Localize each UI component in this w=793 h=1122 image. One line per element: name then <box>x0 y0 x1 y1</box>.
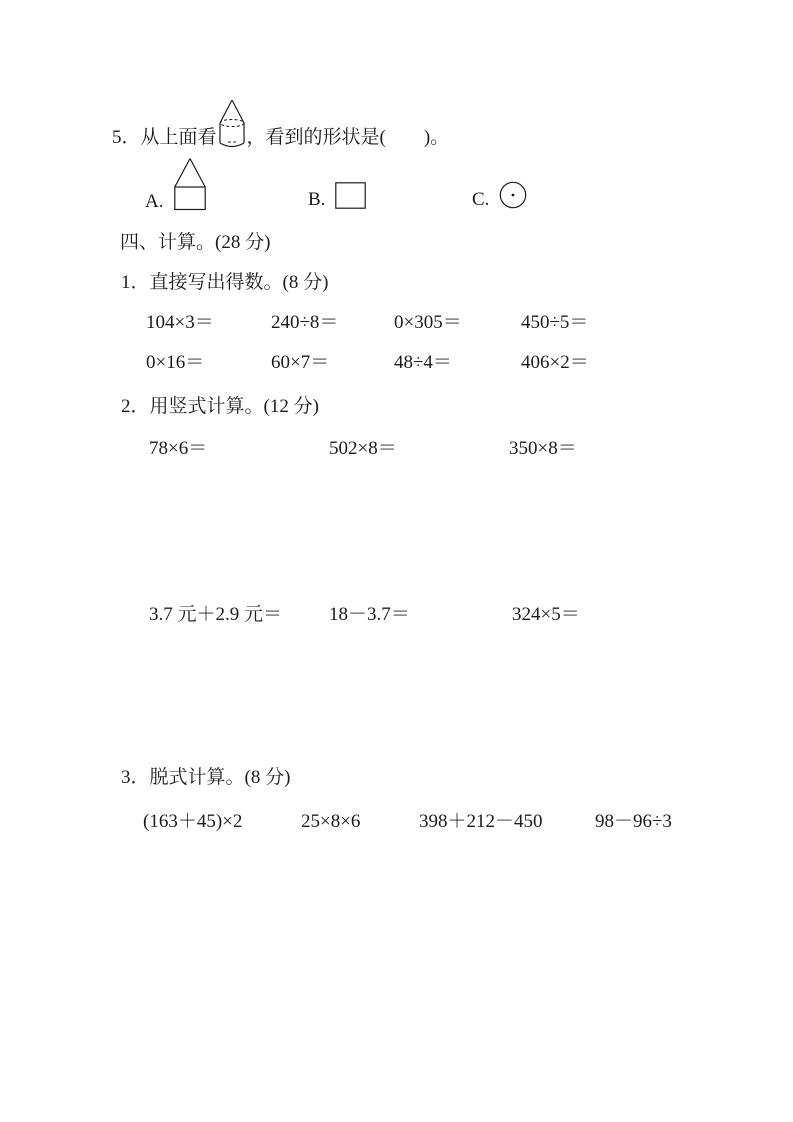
option-c-label: C. <box>472 189 490 211</box>
subquestion-2-title: 2．用竖式计算。(12 分) <box>121 396 319 417</box>
question-5-line <box>112 98 449 150</box>
equation-cell: (163＋45)×2 <box>143 811 243 832</box>
option-b <box>308 182 366 209</box>
equation-cell: 48÷4＝ <box>394 352 452 373</box>
cone-on-cylinder-icon <box>218 98 246 150</box>
option-c <box>472 181 527 209</box>
equation-cell: 350×8＝ <box>509 438 577 459</box>
equation-cell: 0×16＝ <box>146 352 205 373</box>
house-shape-icon <box>173 157 207 211</box>
equation-cell: 25×8×6 <box>301 811 361 832</box>
equation-cell: 240÷8＝ <box>271 312 339 333</box>
equation-cell: 104×3＝ <box>146 312 214 333</box>
equation-cell: 324×5＝ <box>512 604 580 625</box>
subquestion-1-title: 1．直接写出得数。(8 分) <box>121 272 329 293</box>
question-5-number: 5． <box>112 127 141 149</box>
equation-cell: 450÷5＝ <box>521 312 589 333</box>
option-a <box>145 157 207 211</box>
equation-cell: 502×8＝ <box>329 438 397 459</box>
rectangle-shape-icon <box>335 182 366 209</box>
equation-cell: 60×7＝ <box>271 352 330 373</box>
equation-cell: 18－3.7＝ <box>329 604 410 625</box>
equation-cell: 398＋212－450 <box>419 811 543 832</box>
equation-cell: 78×6＝ <box>149 438 208 459</box>
equation-cell: 3.7 元＋2.9 元＝ <box>149 604 283 625</box>
equation-cell: 98－96÷3 <box>595 811 672 832</box>
equation-cell: 406×2＝ <box>521 352 589 373</box>
section-4-heading: 四、计算。(28 分) <box>120 232 271 253</box>
circle-dot-shape-icon <box>499 181 527 209</box>
question-5-text-before: 从上面看 <box>140 127 217 149</box>
option-a-label: A. <box>145 191 164 213</box>
equation-cell: 0×305＝ <box>394 312 462 333</box>
option-b-label: B. <box>308 189 326 211</box>
question-5-text-after: ，看到的形状是( )。 <box>246 127 450 149</box>
subquestion-3-title: 3．脱式计算。(8 分) <box>121 767 291 788</box>
